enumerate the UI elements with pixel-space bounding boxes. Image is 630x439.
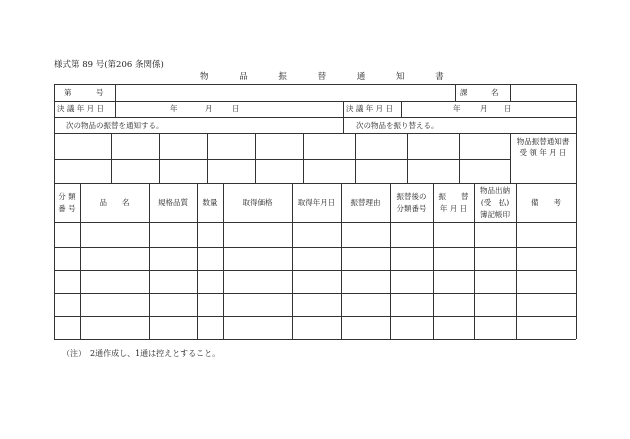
decision-day-left: 日 [232,104,240,113]
decision-date-label-right: 決 議 年 月 日 [346,104,394,113]
col-category-no-1: 分 類 [58,192,76,201]
col-spec: 規格品質 [158,198,188,207]
col-new-category-1: 振替後の [396,192,427,201]
decision-year-right: 年 [453,104,461,113]
table-row[interactable] [55,248,575,269]
number-label: 第 [64,88,72,97]
footnote: （注） 2通作成し、1通は控えとすること。 [62,349,221,358]
section-field[interactable] [511,85,575,100]
col-new-category-2: 分類番号 [396,204,427,213]
section-suffix: 名 [491,88,499,97]
statement-notify: 次の物品の振替を通知する。 [66,121,164,130]
col-ledger-3: 簿記帳印 [480,210,510,219]
decision-date-label-left: 決 議 年 月 日 [57,104,105,113]
col-acq-price: 取得価格 [242,198,273,207]
decision-month-right: 月 [480,104,488,113]
col-ledger-2: (受 払) [480,198,510,207]
table-row[interactable] [55,317,575,338]
col-transfer-date-2: 年 月 日 [439,204,468,213]
form-title: 物 品 振 替 通 知 書 [200,72,458,82]
statement-transfer: 次の物品を振り替える。 [356,121,439,130]
decision-day-right: 日 [504,104,512,113]
col-remarks: 備 考 [531,198,561,207]
form-number: 様式第 89 号(第206 条関係) [54,60,164,70]
col-item-name: 品 名 [99,198,130,207]
receipt-header-line1: 物品振替通知書 [516,137,570,146]
section-label: 課 [460,88,468,97]
receipt-header-line2: 受 領 年 月 日 [519,148,567,157]
table-row[interactable] [55,223,575,246]
col-category-no-2: 番 号 [58,204,76,213]
col-ledger-1: 物品出納 [480,186,510,195]
table-row[interactable] [55,294,575,315]
table-row[interactable] [55,271,575,292]
col-transfer-date-1: 振 替 [438,192,469,201]
number-suffix: 号 [96,88,104,97]
decision-month-left: 月 [205,104,213,113]
number-field[interactable] [116,85,454,100]
col-reason: 振替理由 [350,198,381,207]
col-quantity: 数量 [202,198,218,207]
decision-year-left: 年 [170,104,178,113]
col-acq-date: 取得年月日 [297,198,336,207]
